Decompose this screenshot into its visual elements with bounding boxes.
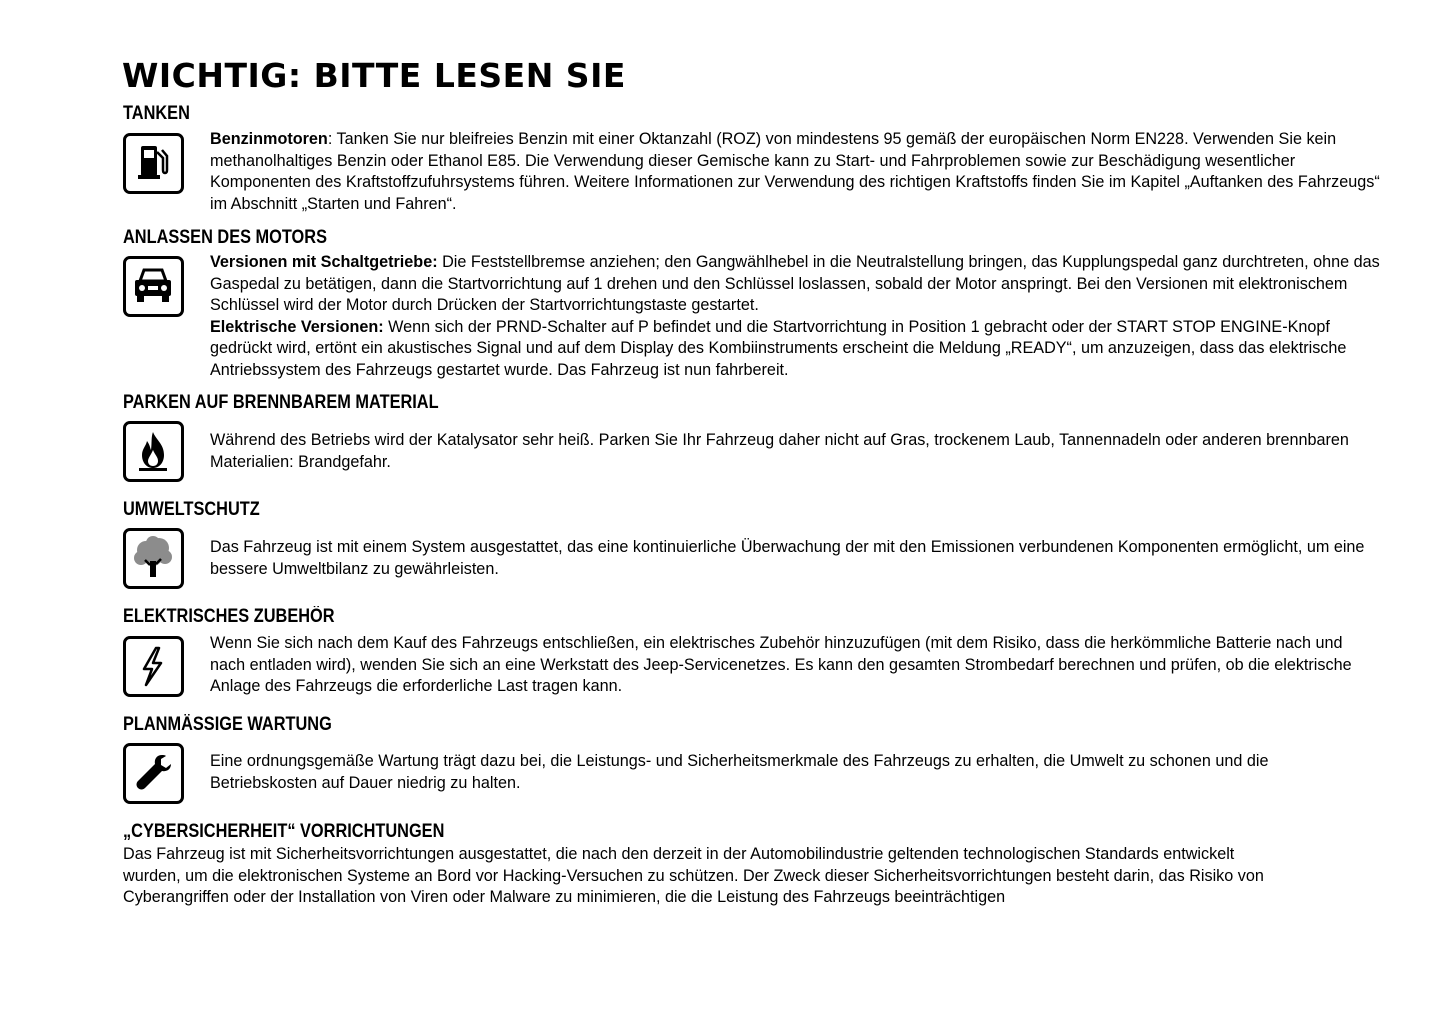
lead-elektrisch: Elektrische Versionen: <box>210 317 384 336</box>
text-zubehoer: Wenn Sie sich nach dem Kauf des Fahrzeugs entschließen, ein elektrisches Zubehör hinzuzufügen (mit dem Risiko, dass die herkömmliche Batterie nach und nach entladen wird), wenden Sie sich an eine Werkstatt des Jeep-Servicenetzes. Es kann den gesamten Strombedarf berechnen und prüfen, ob die elektrische Anlage des Fahrzeugs die erforderliche Last tragen kann. <box>210 634 1352 695</box>
section-title-zubehoer: ELEKTRISCHES ZUBEHÖR <box>123 606 335 627</box>
section-title-cyber: „CYBERSICHERHEIT“ VORRICHTUNGEN <box>123 821 445 842</box>
section-title-anlassen: ANLASSEN DES MOTORS <box>123 227 327 248</box>
fuel-pump-icon <box>123 133 184 194</box>
section-text-zubehoer <box>210 633 1380 698</box>
section-text-cyber <box>123 844 1283 909</box>
section-title-umwelt: UMWELTSCHUTZ <box>123 499 260 520</box>
text-umwelt: Das Fahrzeug ist mit einem System ausgestattet, das eine kontinuierliche Überwachung der mit den Emissionen verbundenen Komponenten ermöglicht, um eine bessere Umweltbilanz zu gewährleisten. <box>210 538 1365 578</box>
page-title: WICHTIG: BITTE LESEN SIE <box>122 56 626 95</box>
text-wartung: Eine ordnungsgemäße Wartung trägt dazu bei, die Leistungs- und Sicherheitsmerkmale des Fahrzeugs zu erhalten, die Umwelt zu schonen und die Betriebskosten auf Dauer niedrig zu halten. <box>210 752 1269 792</box>
section-text-wartung <box>210 751 1380 794</box>
flame-icon <box>123 421 184 482</box>
car-front-icon <box>123 256 184 317</box>
text-cyber: Das Fahrzeug ist mit Sicherheitsvorrichtungen ausgestattet, die nach den derzeit in der Automobilindustrie geltenden technologischen Standards entwickelt wurden, um die elektronischen Systeme an Bord vor Hacking-Versuchen zu schützen. Der Zweck dieser Sicherheitsvorrichtungen besteht darin, das Risiko von Cyberangriffen oder der Installation von Viren oder Malware zu minimieren, die die Leistung des Fahrzeugs beeinträchtigen <box>123 845 1264 906</box>
text-parken: Während des Betriebs wird der Katalysator sehr heiß. Parken Sie Ihr Fahrzeug daher nicht auf Gras, trockenem Laub, Tannennadeln oder anderen brennbaren Materialien: Brandgefahr. <box>210 431 1349 471</box>
section-text-parken <box>210 430 1380 473</box>
lead-schaltgetriebe: Versionen mit Schaltgetriebe: <box>210 253 438 271</box>
section-title-tanken: TANKEN <box>123 103 190 124</box>
text-schaltgetriebe: Die Feststellbremse anziehen; den Gangwählhebel in die Neutralstellung bringen, das Kupplungspedal ganz durchtreten, ohne das Gaspedal zu betätigen, dann die Startvorrichtung auf 1 drehen und den Schlüssel loslassen, sobald der Motor anspringt. Bei den Versionen mit elektronischem Schlüssel wird der Motor durch Drücken der Startvorrichtungstaste gestartet. <box>210 253 1380 314</box>
tree-icon <box>123 528 184 589</box>
section-text-tanken <box>210 129 1380 215</box>
section-text-anlassen <box>210 252 1380 381</box>
text-elektrisch: Wenn sich der PRND-Schalter auf P befindet und die Startvorrichtung in Position 1 gebracht oder der START STOP ENGINE-Knopf gedrückt wird, ertönt ein akustisches Signal und auf dem Display des Kombiinstruments erscheint die Meldung „READY“, um anzuzeigen, dass das elektrische Antriebssystem des Fahrzeugs gestartet wurde. Das Fahrzeug ist nun fahrbereit. <box>210 317 1347 379</box>
text-tanken: : Tanken Sie nur bleifreies Benzin mit einer Oktanzahl (ROZ) von mindestens 95 gemäß der europäischen Norm EN228. Verwenden Sie kein methanolhaltiges Benzin oder Ethanol E85. Die Verwendung dieser Gemische kann zu Start- und Fahrproblemen sowie zur Beschädigung wesentlicher Komponenten des Kraftstoffzufuhrsystems führen. Weitere Informationen zur Verwendung des richtigen Kraftstoffs finden Sie im Kapitel „Auftanken des Fahrzeugs“ im Abschnitt „Starten und Fahren“. <box>210 130 1380 213</box>
lightning-icon <box>123 636 184 697</box>
section-title-parken: PARKEN AUF BRENNBAREM MATERIAL <box>123 392 439 413</box>
section-text-umwelt <box>210 537 1380 580</box>
section-title-wartung: PLANMÄSSIGE WARTUNG <box>123 714 332 735</box>
lead-benzinmotoren: Benzinmotoren <box>210 130 328 148</box>
wrench-icon <box>123 743 184 804</box>
